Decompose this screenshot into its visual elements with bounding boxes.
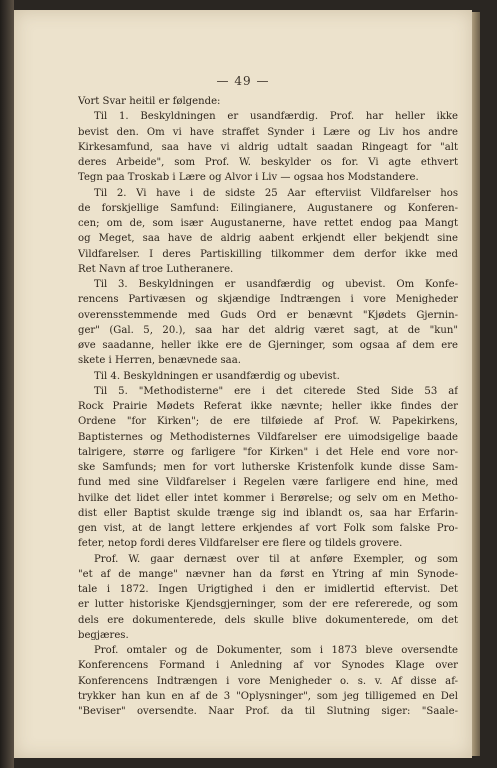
text-line: og Meget, saa have de aldrig aabent erkjendt eller bekjendt sine: [78, 233, 458, 245]
text-line: ske Samfunds; men for vort lutherske Kristenfolk kunde disse Sam-: [78, 462, 458, 473]
text-line: Kirkesamfund, saa have vi aldrig udtalt saadan Ringeagt for "alt: [78, 141, 458, 153]
text-line: rencens Partivæsen og skjændige Indtrængen i vore Menigheder: [78, 294, 458, 306]
text-line: deres Arbeide", som Prof. W. beskylder os for. Vi agte ethvert: [78, 157, 458, 168]
text-line: dist eller Baptist skulde trænge sig ind iblandt os, saa har Erfarin-: [78, 507, 458, 519]
body-text: [78, 94, 458, 719]
text-line: Prof. W. gaar dernæst over til at anføre Exempler, og som: [94, 553, 458, 565]
text-line: skete i Herren, benævnede saa.: [78, 355, 241, 367]
text-line: feter, netop fordi deres Vildfarelser ere flere og tildels grovere.: [78, 538, 403, 550]
text-line: trykker han kun en af de 3 "Oplysninger", som jeg tilligemed en Del: [78, 690, 458, 702]
text-line: Til 3. Beskyldningen er usandfærdig og ubevist. Om Konfe-: [94, 279, 458, 290]
text-line: gen vist, at de langt lettere erkjendes af vort Folk som falske Pro-: [78, 523, 458, 534]
page-number: — 49 —: [216, 74, 270, 88]
text-line: hvilke det lidet eller intet kommer i Berørelse; og selv om en Metho-: [78, 492, 458, 504]
text-line: begjæres.: [78, 629, 129, 641]
text-line: "Beviser" oversendte. Naar Prof. da til Slutning siger: "Saale-: [78, 706, 458, 717]
text-line: "et af de mange" nævner han da først en Ytring af min Synode-: [78, 568, 458, 580]
text-line: cen; om de, som især Augustanerne, have rettet endog paa Mangt: [78, 218, 458, 229]
text-line: Konferencens Indtrængen i vore Menigheder o. s. v. Af disse af-: [78, 675, 458, 687]
text-line: tale i 1872. Ingen Urigtighed i den er imidlertid eftervist. Det: [78, 584, 458, 595]
text-line: bevist den. Om vi have straffet Synder i Lære og Liv hos andre: [78, 126, 458, 138]
text-line: Rock Prairie Mødets Referat ikke nævnte; heller ikke findes der: [78, 401, 458, 412]
text-line: de forskjellige Samfund: Eilingianere, Augustanere og Konferen-: [78, 202, 458, 214]
text-line: Ret Navn af troe Lutheranere.: [78, 263, 234, 275]
book-spine: [0, 0, 14, 768]
text-line: talrigere, større og farligere "for Kirken" i det Hele end vore nor-: [78, 446, 458, 458]
text-line: Til 5. "Methodisterne" ere i det citerede Sted Side 53 af: [94, 385, 458, 397]
text-line: Baptisternes og Methodisternes Vildfarelser ere uimodsigelige baade: [78, 431, 458, 443]
text-line: overensstemmende med Guds Ord er benævnt "Kjødets Gjernin-: [78, 309, 458, 321]
text-line: Vildfarelser. I deres Partiskilling tilkommer dem derfor ikke med: [78, 248, 458, 260]
text-line: fund med sine Vildfarelser i Regelen være farligere end hine, med: [78, 477, 458, 489]
text-line: Prof. omtaler og de Dokumenter, som i 1873 bleve oversendte: [94, 645, 458, 656]
text-line: ger" (Gal. 5, 20.), saa har det aldrig været sagt, at de "kun": [78, 324, 458, 336]
text-line: er lutter historiske Kjendsgjerninger, som der ere refererede, og som: [78, 599, 458, 611]
text-line: Konferencens Formand i Anledning af vor Synodes Klage over: [78, 660, 458, 672]
text-line: Til 1. Beskyldningen er usandfærdig. Prof. har heller ikke: [94, 111, 458, 123]
text-line: Tegn paa Troskab i Lære og Alvor i Liv — ogsaa hos Modstandere.: [78, 172, 419, 184]
text-line: Vort Svar heitil er følgende:: [78, 96, 221, 107]
text-line: Til 2. Vi have i de sidste 25 Aar efterviist Vildfarelser hos: [94, 187, 458, 199]
book-page: [14, 10, 472, 758]
text-line: Ordene "for Kirken"; de ere tilføiede af Prof. W. Papekirkens,: [78, 416, 458, 428]
text-line: dels ere dokumenterede, dels skulle blive dokumenterede, om det: [78, 614, 458, 626]
text-line: Til 4. Beskyldningen er usandfærdig og ubevist.: [94, 370, 340, 382]
text-line: øve saadanne, heller ikke ere de Gjerninger, som ogsaa af dem ere: [78, 340, 458, 351]
